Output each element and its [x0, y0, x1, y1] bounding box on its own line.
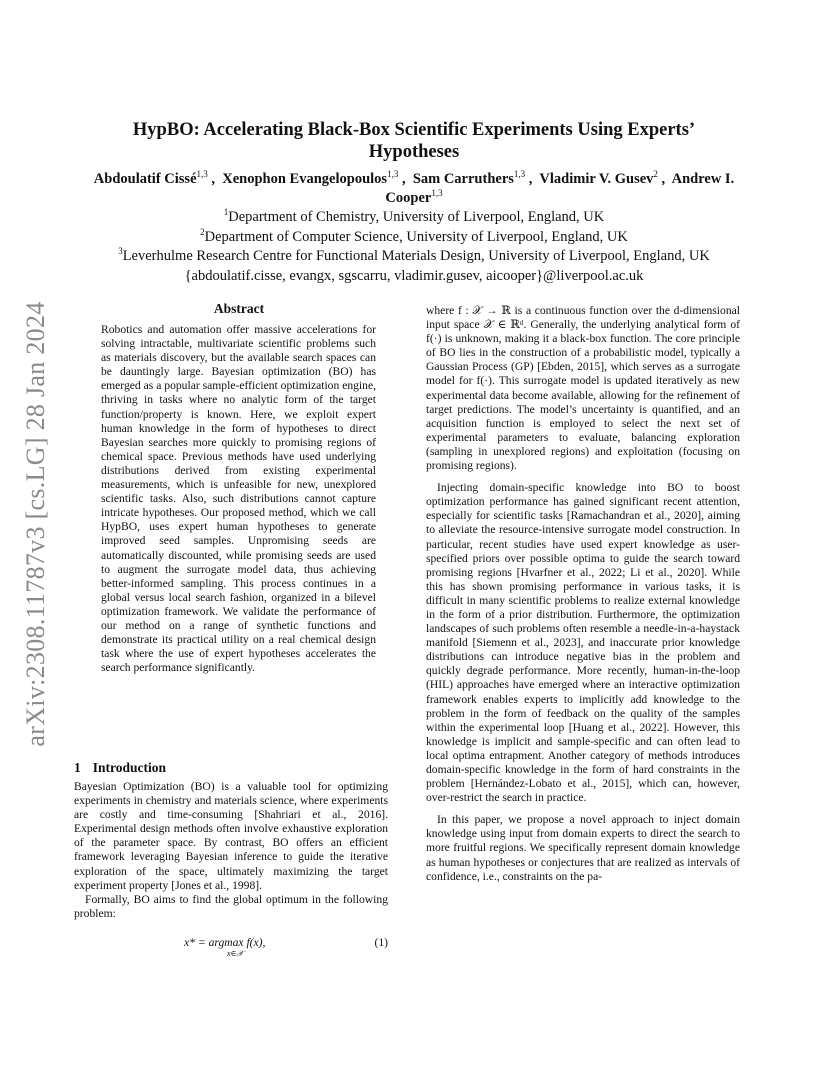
- paragraph: Formally, BO aims to find the global optimum in the following problem:: [74, 892, 388, 920]
- author-list: Abdoulatif Cissé$^{1,3}$ , Xenophon Evangelopoulos$^{1,3}$ , Sam Carruthers$^{1,3}$ , Vladimir V. Gusev$^2$ , Andrew I. Cooper$^{1,3}$: [93, 169, 735, 206]
- author: Sam Carruthers$^{1,3}$: [412, 169, 526, 187]
- affiliations: [60, 208, 768, 286]
- equation-expression: x* = argmax f(x),: [184, 936, 266, 949]
- section-title: Introduction: [92, 760, 167, 775]
- paragraph: In this paper, we propose a novel approach to inject domain knowledge using input from domain experts to direct the search to more fruitful regions. We specifically represent domain knowledge as human hypotheses or conjectures that are realized as intervals of confidence, i.e., constraints on the pa-: [426, 813, 740, 883]
- equation-number: (1): [374, 936, 388, 949]
- section-number: 1: [74, 760, 81, 775]
- abstract-heading: Abstract: [213, 301, 265, 316]
- email-list: {abdoulatif.cisse, evangx, sgscarru, vladimir.gusev, aicooper}@liverpool.ac.uk: [184, 267, 644, 284]
- abstract-text: Robotics and automation offer massive accelerations for solving intractable, multivariate scientific problems such as materials discovery, but the available search spaces can be dauntingly large. Bayesian optimization (BO) has emerged as a popular sample-efficient optimization engine, thriving in tasks where no analytic form of the target function/property is known. Here, we exploit expert human knowledge in the form of hypotheses to direct Bayesian searches more quickly to promising regions of chemical space. Previous methods have used underlying distributions derived from existing experimental measurements, which is unfeasible for new, unexplored scientific tasks. Also, such distributions cannot capture intricate hypotheses. Our proposed method, which we call HypBO, uses expert human hypotheses to generate improved seed samples. Unpromising seeds are automatically discounted, while promising seeds are used to augment the surrogate model data, thus achieving better-informed sampling. This process continues in a global versus local search fashion, organized in a bilevel optimization framework. We validate the performance of our method on a range of synthetic functions and demonstrate its practical utility on a real chemical design task where the use of expert hypotheses accelerates the search performance significantly.: [101, 323, 376, 675]
- author: Vladimir V. Gusev$^2$: [539, 169, 658, 187]
- introduction-body: [74, 780, 388, 921]
- affiliation: $^3$Leverhulme Research Centre for Functional Materials Design, University of Liverpool, England, UK: [118, 246, 710, 264]
- arxiv-identifier-text: arXiv:2308.11787v3 [cs.LG] 28 Jan 2024: [21, 301, 50, 747]
- arxiv-identifier: [20, 294, 52, 754]
- right-column-body: [426, 304, 740, 884]
- equation-1: [74, 934, 388, 960]
- equation-subscript: x∈𝒳: [227, 949, 244, 958]
- author: Abdoulatif Cissé$^{1,3}$: [93, 169, 208, 187]
- paragraph: Bayesian Optimization (BO) is a valuable tool for optimizing experiments in chemistry and materials science, where experiments are costly and time-consuming [Shahriari et al., 2016]. Experimental design methods often involve exhaustive exploration of the parameter space. By contrast, BO offers an efficient framework leveraging Bayesian inference to guide the iterative exploration of the space, ultimately maximizing the target experiment property [Jones et al., 1998].: [74, 780, 388, 892]
- paper-title: HypBO: Accelerating Black-Box Scientific Experiments Using Experts’ Hypotheses: [132, 120, 696, 162]
- affiliation: $^1$Department of Chemistry, University of Liverpool, England, UK: [223, 207, 605, 225]
- affiliation: $^2$Department of Computer Science, University of Liverpool, England, UK: [200, 226, 628, 245]
- paragraph: where f : 𝒳 → ℝ is a continuous function over the d-dimensional input space 𝒳 ∈ ℝᵈ. Generally, the underlying analytical form of f(·) is unknown, making it a black-box function. The core principle of BO lies in the construction of a probabilistic model, typically a Gaussian Process (GP) [Ebden, 2015], which serves as a surrogate model for f(·). This surrogate model is updated iteratively as new experimental data become available, allowing for the refinement of target predictions. The model’s uncertainty is quantified, and an acquisition function is employed to select the next set of experimental parameters to evaluate, balancing exploration (sampling in unexplored regions) and exploitation (focusing on promising regions).: [426, 304, 740, 473]
- abstract-body: [101, 323, 376, 675]
- section-heading-introduction: [74, 760, 166, 776]
- author: Xenophon Evangelopoulos$^{1,3}$: [222, 169, 399, 187]
- author: Andrew I. Cooper$^{1,3}$: [385, 171, 735, 206]
- paragraph: Injecting domain-specific knowledge into BO to boost optimization performance has gained significant recent attention, especially for scientific tasks [Ramachandran et al., 2020], aiming to alleviate the resource-intensive surrogate model construction. In particular, recent studies have used expert knowledge as user-specified priors over possible optima to guide the search toward promising regions [Hvarfner et al., 2022; Li et al., 2020]. While this has shown promising performance in various tasks, it is difficult in many scientific problems to realize external knowledge in the form of a prior distribution. Furthermore, the optimization landscapes of such problems often resemble a needle-in-a-haystack manifold [Siemenn et al., 2023], and inaccurate prior knowledge distributions can introduce negative bias in the problem and quickly degrade performance. More recently, human-in-the-loop (HIL) approaches have emerged where an interactive optimization framework enables experts to implicitly add knowledge to the problem in the form of feedback on the quality of the samples within the experimental loop [Huang et al., 2022]. However, this knowledge is implicit and sample-specific and can often lead to local optima entrapment. Another category of methods introduces domain-specific knowledge in the form of hard constraints in the problem [Hernández-Lobato et al., 2015], which can, however, over-restrict the search in practice.: [426, 481, 740, 805]
